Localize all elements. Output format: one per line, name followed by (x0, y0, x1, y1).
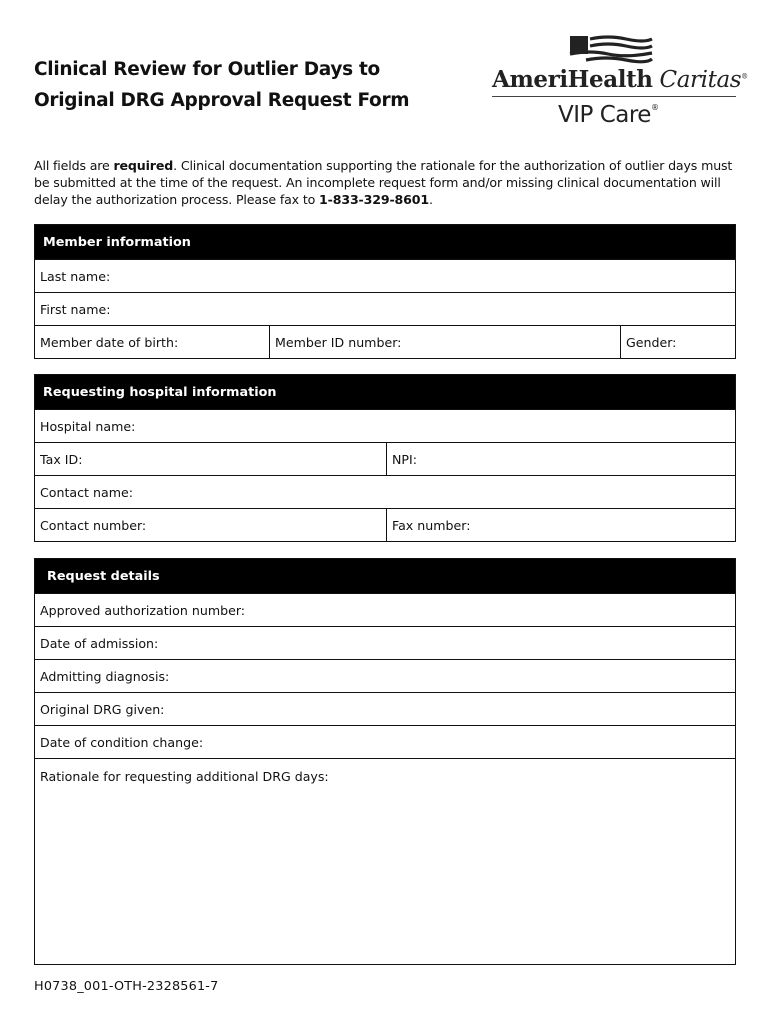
member-id-field[interactable]: Member ID number: (269, 326, 620, 358)
admitting-diagnosis-row (35, 659, 735, 692)
required-emphasis: required (113, 158, 174, 173)
logo-product-name: VIP Care® (558, 102, 659, 128)
last-name-field[interactable]: Last name: (40, 269, 111, 284)
flag-logo-icon (568, 34, 654, 64)
approved-authorization-number-field[interactable]: Approved authorization number: (40, 603, 246, 618)
rationale-row (35, 758, 735, 964)
original-drg-row (35, 692, 735, 725)
tax-npi-row (35, 442, 735, 475)
hospital-information-header: Requesting hospital information (35, 375, 735, 409)
original-drg-field[interactable]: Original DRG given: (40, 702, 165, 717)
admission-date-row (35, 626, 735, 659)
member-details-row (35, 325, 735, 358)
request-details-header: Request details (35, 559, 735, 593)
fax-number-field[interactable]: Fax number: (386, 509, 735, 541)
auth-number-row (35, 593, 735, 626)
logo-brand-text: AmeriHealth Caritas® (492, 66, 748, 93)
hospital-name-field[interactable]: Hospital name: (40, 419, 136, 434)
condition-change-row (35, 725, 735, 758)
date-of-birth-field[interactable]: Member date of birth: (40, 335, 179, 350)
member-information-section (34, 224, 736, 359)
logo-divider (492, 96, 736, 97)
contact-name-row (35, 475, 735, 508)
contact-name-field[interactable]: Contact name: (40, 485, 133, 500)
rationale-textarea[interactable]: Rationale for requesting additional DRG days: (40, 769, 329, 784)
form-title (34, 54, 454, 116)
first-name-field[interactable]: First name: (40, 302, 111, 317)
date-of-condition-change-field[interactable]: Date of condition change: (40, 735, 204, 750)
first-name-row (35, 292, 735, 325)
form-code: H0738_001-OTH-2328561-7 (34, 979, 219, 994)
form-title-line-1: Clinical Review for Outlier Days to (34, 59, 380, 80)
npi-field[interactable]: NPI: (386, 443, 735, 475)
contact-fax-row (35, 508, 735, 541)
date-of-admission-field[interactable]: Date of admission: (40, 636, 159, 651)
tax-id-field[interactable]: Tax ID: (40, 452, 83, 467)
admitting-diagnosis-field[interactable]: Admitting diagnosis: (40, 669, 170, 684)
gender-field[interactable]: Gender: (620, 326, 735, 358)
hospital-information-section (34, 374, 736, 542)
request-details-section (34, 558, 736, 965)
intro-paragraph: All fields are required. Clinical documentation supporting the rationale for the authorization of outlier days must be submitted at the time of the request. An incomplete request form and/or missing clinical documentation will delay the authorization process. Please fax to 1-833-329-8601. (34, 158, 733, 207)
last-name-row (35, 259, 735, 292)
contact-number-field[interactable]: Contact number: (40, 518, 147, 533)
amerihealth-caritas-logo (488, 32, 748, 132)
hospital-name-row (35, 409, 735, 442)
member-information-header: Member information (35, 225, 735, 259)
form-title-line-2: Original DRG Approval Request Form (34, 90, 410, 111)
fax-number-text: 1-833-329-8601 (319, 192, 430, 207)
